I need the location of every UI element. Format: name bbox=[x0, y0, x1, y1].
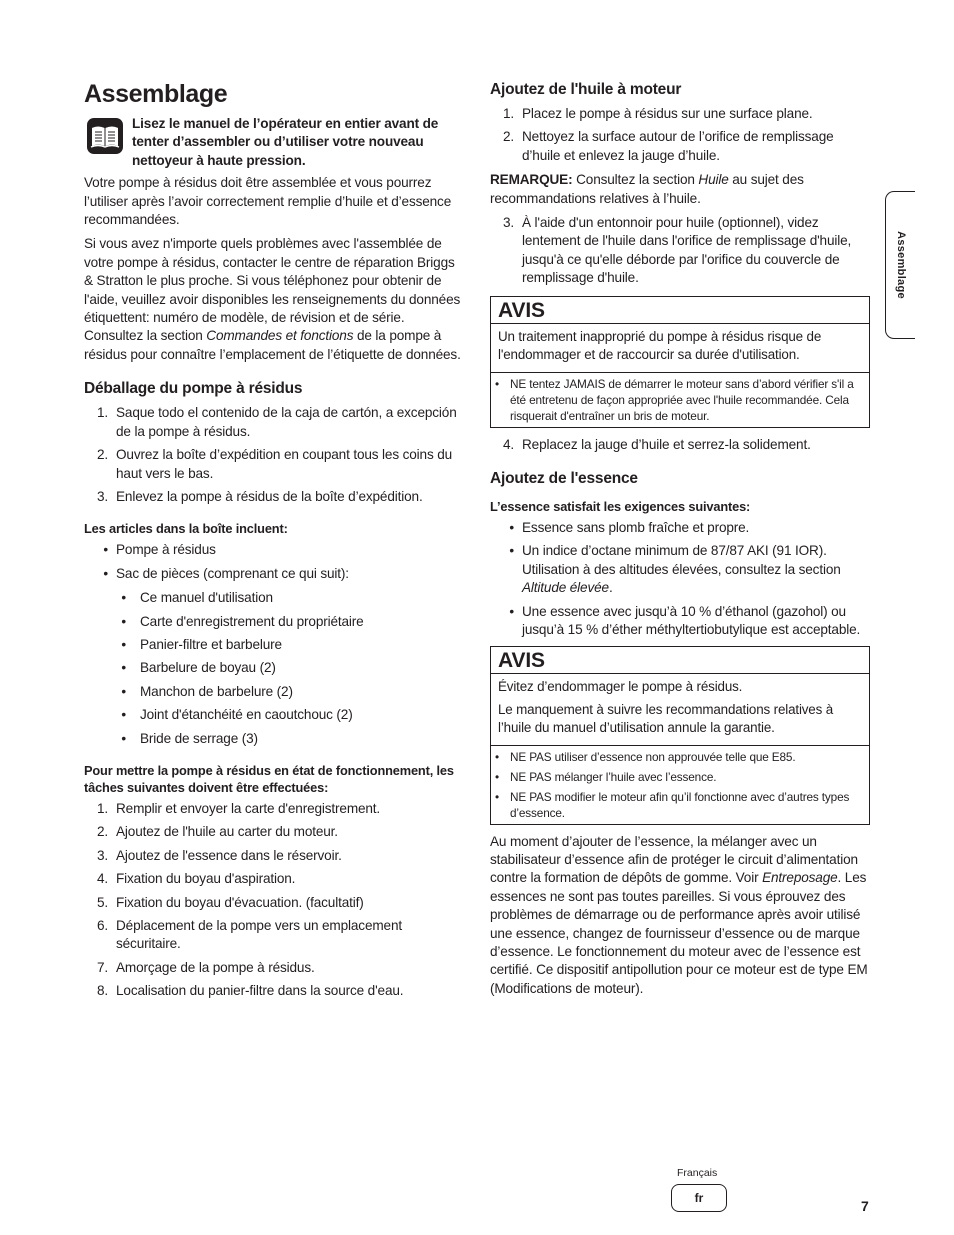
list-item bbox=[84, 589, 464, 607]
task-step bbox=[84, 894, 464, 912]
list-item-text: Une essence avec jusqu’à 10 % d’éthanol (gazohol) ou jusqu’à 15 % d’éther méthyltertiobutylique est acceptable. bbox=[522, 603, 861, 638]
step-number: 2. bbox=[96, 824, 108, 840]
oil-step bbox=[490, 128, 870, 165]
tasks-list bbox=[84, 800, 464, 1001]
avis-box-oil bbox=[490, 296, 870, 428]
list-item bbox=[84, 636, 464, 654]
list-item bbox=[490, 542, 870, 597]
closing-italic-ref: Entreposage bbox=[762, 870, 838, 886]
oil-heading: Ajoutez de l'huile à moteur bbox=[490, 81, 682, 98]
step-text: Nettoyez la surface autour de l’orifice de remplissage d’huile et enlevez la jauge d’huile. bbox=[522, 129, 834, 163]
page-number: 7 bbox=[861, 1198, 869, 1214]
step-text: Localisation du panier-filtre dans la source d'eau. bbox=[116, 983, 404, 999]
task-step bbox=[84, 870, 464, 888]
bullet: • bbox=[121, 613, 126, 629]
read-manual-warning bbox=[84, 115, 464, 170]
page-title: Assemblage bbox=[84, 80, 228, 108]
step-text: Placez le pompe à résidus sur une surface plane. bbox=[522, 106, 813, 121]
oil-step bbox=[490, 436, 870, 454]
closing-text-a: Au moment d’ajouter de l’essence, la mélanger avec un stabilisateur d’essence afin de protéger le circuit d’alimentation contre la formation de dépôts de gomme. Voir bbox=[490, 833, 858, 886]
intro-2-text-b: de la pompe à résidus pour connaître l’emplacement de l’étiquette de données. bbox=[84, 328, 461, 362]
intro-2-italic-ref: Commandes et fonctions bbox=[206, 328, 354, 344]
bag-items bbox=[84, 589, 464, 748]
step-number: 1. bbox=[502, 106, 514, 121]
list-item bbox=[490, 603, 870, 640]
task-step bbox=[84, 917, 464, 954]
list-item-text: Panier-filtre et barbelure bbox=[140, 636, 282, 652]
avis-items bbox=[491, 745, 869, 824]
remark-paragraph bbox=[490, 171, 870, 208]
step-text: Amorçage de la pompe à résidus. bbox=[116, 959, 315, 975]
fuel-item-2-text-a: Un indice d’octane minimum de 87/87 AKI (91 IOR). Utilisation à des altitudes élevées, consultez la section bbox=[522, 543, 841, 577]
closing-text-b: . Les essences ne sont pas toutes pareilles. Si vous éprouvez des problèmes de démarrage ou de performance après avoir utilisé une essence, changez de fournisseur d’essence ou de marque d’essence. Le fonctionnement du moteur avec de l’essence est certifié. Ce dispositif antipollution pour ce moteur est de type EM (Modifications de moteur). bbox=[490, 870, 868, 996]
unpack-step bbox=[84, 404, 464, 441]
remark-label: REMARQUE: bbox=[490, 172, 573, 188]
bullet: • bbox=[495, 769, 499, 784]
step-number: 4. bbox=[96, 871, 108, 887]
list-item bbox=[84, 659, 464, 677]
avis-body bbox=[491, 324, 869, 372]
list-item bbox=[84, 730, 464, 748]
list-item-text: Essence sans plomb fraîche et propre. bbox=[522, 520, 750, 536]
list-item-text bbox=[522, 542, 870, 597]
list-item bbox=[84, 706, 464, 724]
task-step bbox=[84, 847, 464, 865]
step-text: À l'aide d'un entonnoir pour huile (optionnel), videz lentement de l'huile dans l'orifice de remplissage d'huile, jusqu'à ce qu'elle déborde par l'orifice du couvercle de remplissage d'huile. bbox=[522, 215, 852, 286]
list-item bbox=[84, 683, 464, 701]
bullet: • bbox=[103, 565, 108, 581]
avis-items bbox=[491, 372, 869, 427]
avis-item-text: NE tentez JAMAIS de démarrer le moteur sans d’abord vérifier s'il a été entretenu de façon appropriée avec l'huile recommandée. Cela risquerait d'entraîner un bris de moteur. bbox=[510, 376, 854, 423]
step-number: 3. bbox=[502, 215, 514, 231]
step-text: Fixation du boyau d'évacuation. (facultatif) bbox=[116, 894, 364, 910]
list-item bbox=[490, 519, 870, 537]
step-text: Remplir et envoyer la carte d'enregistrement. bbox=[116, 800, 381, 816]
avis-body-text: Un traitement inapproprié du pompe à résidus risque de l'endommager et de raccourcir sa durée d'utilisation. bbox=[498, 328, 822, 362]
unpack-step bbox=[84, 446, 464, 483]
avis-item bbox=[495, 769, 863, 785]
bullet: • bbox=[509, 603, 514, 619]
remark-italic-ref: Huile bbox=[698, 172, 729, 188]
avis-body-text: Évitez d’endommager le pompe à résidus. bbox=[498, 678, 743, 694]
book-icon bbox=[86, 117, 124, 155]
section-side-tab bbox=[885, 191, 915, 339]
oil-step bbox=[490, 105, 870, 123]
oil-steps bbox=[490, 105, 870, 165]
list-item bbox=[84, 541, 464, 559]
list-item-text: Bride de serrage (3) bbox=[140, 730, 258, 746]
step-text: Replacez la jauge d’huile et serrez-la solidement. bbox=[522, 436, 811, 452]
tasks-label: Pour mettre la pompe à résidus en état de fonctionnement, les tâches suivantes doivent être effectuées: bbox=[84, 762, 454, 795]
step-text: Déplacement de la pompe vers un emplacement sécuritaire. bbox=[116, 918, 402, 952]
fuel-requirements-label: L’essence satisfait les exigences suivantes: bbox=[490, 499, 751, 515]
task-step bbox=[84, 959, 464, 977]
bullet: • bbox=[495, 749, 499, 764]
intro-paragraph-2 bbox=[84, 235, 464, 364]
bullet: • bbox=[121, 660, 126, 676]
step-number: 8. bbox=[96, 983, 108, 999]
box-items-label: Les articles dans la boîte incluent: bbox=[84, 521, 288, 537]
step-number: 1. bbox=[96, 800, 108, 816]
bullet: • bbox=[495, 376, 499, 391]
unpack-step bbox=[84, 488, 464, 506]
step-text: Ajoutez de l'huile au carter du moteur. bbox=[116, 824, 338, 840]
step-number: 2. bbox=[96, 447, 108, 463]
bullet: • bbox=[121, 707, 126, 723]
task-step bbox=[84, 823, 464, 841]
unpack-heading: Déballage du pompe à résidus bbox=[84, 380, 303, 398]
avis-title: AVIS bbox=[491, 647, 869, 674]
step-number: 2. bbox=[502, 129, 514, 145]
avis-item bbox=[495, 789, 863, 821]
list-item-text: Manchon de barbelure (2) bbox=[140, 683, 293, 699]
step-number: 4. bbox=[502, 436, 514, 452]
oil-steps-final bbox=[490, 436, 870, 454]
avis-item bbox=[495, 749, 863, 765]
avis-box-fuel bbox=[490, 646, 870, 825]
section-side-tab-label: Assemblage bbox=[894, 231, 907, 299]
step-number: 7. bbox=[96, 959, 108, 975]
fuel-item-2-text-b: . bbox=[608, 580, 613, 596]
language-badge: fr bbox=[671, 1184, 727, 1212]
step-number: 3. bbox=[96, 488, 108, 504]
intro-paragraph-1: Votre pompe à résidus doit être assemblée et vous pourrez l’utiliser après l’avoir correctement remplie d’huile et d’essence recommandées. bbox=[84, 175, 452, 228]
remark-text-a: Consultez la section bbox=[572, 172, 699, 188]
closing-paragraph bbox=[490, 833, 870, 999]
step-text: Enlevez la pompe à résidus de la boîte d’expédition. bbox=[116, 488, 423, 504]
step-text: Ouvrez la boîte d’expédition en coupant tous les coins du haut vers le bas. bbox=[116, 447, 453, 481]
step-number: 5. bbox=[96, 894, 108, 910]
oil-steps-cont bbox=[490, 214, 870, 288]
right-column bbox=[490, 80, 870, 1004]
avis-item-text: NE PAS modifier le moteur afin qu’il fonctionne avec d’autres types d’essence. bbox=[510, 789, 850, 820]
fuel-item-2-italic-ref: Altitude élevée bbox=[522, 580, 609, 596]
task-step bbox=[84, 800, 464, 818]
avis-title: AVIS bbox=[491, 297, 869, 324]
bullet: • bbox=[509, 543, 514, 559]
list-item-text: Barbelure de boyau (2) bbox=[140, 660, 276, 676]
warning-text: Lisez le manuel de l’opérateur en entier avant de tenter d’assembler ou d’utiliser votre nouveau nettoyeur à haute pression. bbox=[132, 116, 439, 168]
fuel-requirements bbox=[490, 519, 870, 639]
avis-item-text: NE PAS utiliser d’essence non approuvée telle que E85. bbox=[510, 749, 796, 764]
list-item-text: Carte d'enregistrement du propriétaire bbox=[140, 613, 364, 629]
task-step bbox=[84, 982, 464, 1000]
step-text: Fixation du boyau d'aspiration. bbox=[116, 871, 296, 887]
unpack-steps bbox=[84, 404, 464, 506]
step-number: 3. bbox=[96, 847, 108, 863]
bullet: • bbox=[121, 590, 126, 606]
list-item bbox=[84, 613, 464, 631]
bullet: • bbox=[121, 683, 126, 699]
step-text: Ajoutez de l'essence dans le réservoir. bbox=[116, 847, 342, 863]
step-number: 1. bbox=[96, 405, 108, 421]
fuel-heading: Ajoutez de l'essence bbox=[490, 470, 638, 488]
intro-2-text-a: Si vous avez n'importe quels problèmes avec l'assemblée de votre pompe à résidus, contacter le centre de réparation Briggs & Stratton le plus proche. Si vous téléphonez pour obtenir de l'aide, veuillez avoir disponibles les renseignements du données étiquettent: numéro de modèle, de révision et de série. Consultez la section bbox=[84, 236, 461, 344]
bullet: • bbox=[495, 789, 499, 804]
bullet: • bbox=[121, 730, 126, 746]
list-item-text: Sac de pièces (comprenant ce qui suit): bbox=[116, 565, 349, 581]
list-item bbox=[84, 565, 464, 583]
step-number: 6. bbox=[96, 918, 108, 933]
bullet: • bbox=[103, 542, 108, 558]
avis-item bbox=[495, 376, 863, 424]
list-item-text: Pompe à résidus bbox=[116, 542, 216, 558]
list-item-text: Joint d'étanchéité en caoutchouc (2) bbox=[140, 707, 353, 723]
bullet: • bbox=[121, 636, 126, 652]
list-item-text: Ce manuel d'utilisation bbox=[140, 590, 273, 606]
remark-text-b: au sujet des recommandations relatives à l’huile. bbox=[490, 172, 804, 206]
box-items bbox=[84, 541, 464, 583]
oil-step bbox=[490, 214, 870, 288]
left-column bbox=[84, 80, 464, 1007]
bullet: • bbox=[509, 520, 514, 536]
avis-body-text: Le manquement à suivre les recommandations relatives à l’huile du manuel d’utilisation annule la garantie. bbox=[498, 701, 834, 735]
step-text: Saque todo el contenido de la caja de cartón, a excepción de la pompe à résidus. bbox=[116, 405, 457, 439]
avis-item-text: NE PAS mélanger l’huile avec l’essence. bbox=[510, 769, 717, 784]
language-label: Français bbox=[677, 1167, 718, 1179]
avis-body bbox=[491, 674, 869, 745]
